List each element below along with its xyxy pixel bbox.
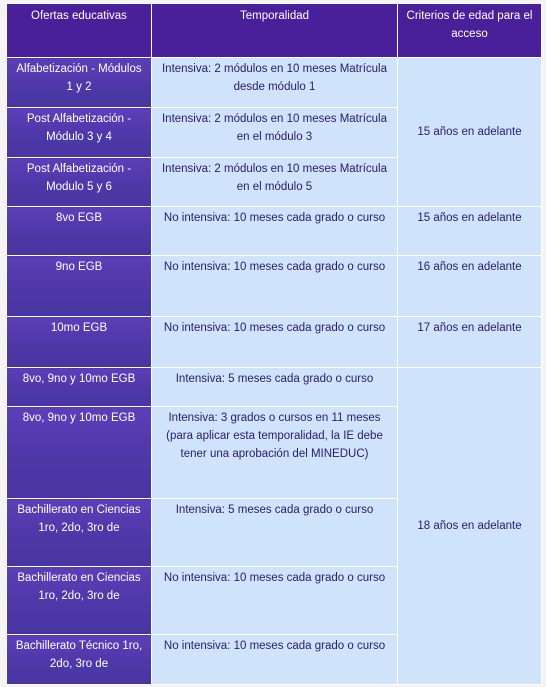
temporalidad-cell: No intensiva: 10 meses cada grado o curso — [152, 567, 398, 635]
temporalidad-cell: Intensiva: 2 módulos en 10 meses Matrícula en el módulo 5 — [152, 158, 398, 207]
oferta-cell: 8vo, 9no y 10mo EGB — [7, 407, 152, 499]
edad-cell: 17 años en adelante — [398, 317, 542, 368]
temporalidad-cell: Intensiva: 5 meses cada grado o curso — [152, 499, 398, 567]
oferta-cell: 8vo, 9no y 10mo EGB — [7, 368, 152, 407]
header-criterios-edad: Criterios de edad para el acceso — [398, 4, 542, 58]
table-header-row — [7, 4, 542, 58]
temporalidad-cell: Intensiva: 2 módulos en 10 meses Matrícula desde módulo 1 — [152, 58, 398, 108]
table-row — [7, 58, 542, 108]
oferta-cell: 10mo EGB — [7, 317, 152, 368]
oferta-cell: Alfabetización - Módulos 1 y 2 — [7, 58, 152, 108]
edad-cell: 15 años en adelante — [398, 58, 542, 207]
oferta-cell: 8vo EGB — [7, 207, 152, 256]
edad-cell: 15 años en adelante — [398, 207, 542, 256]
education-offers-table — [6, 3, 542, 685]
temporalidad-cell: No intensiva: 10 meses cada grado o curso — [152, 317, 398, 368]
header-ofertas: Ofertas educativas — [7, 4, 152, 58]
oferta-cell: Bachillerato en Ciencias 1ro, 2do, 3ro de — [7, 567, 152, 635]
header-temporalidad: Temporalidad — [152, 4, 398, 58]
temporalidad-cell: Intensiva: 3 grados o cursos en 11 meses (para aplicar esta temporalidad, la IE debe tener una aprobación del MINEDUC) — [152, 407, 398, 499]
temporalidad-cell: No intensiva: 10 meses cada grado o curso — [152, 207, 398, 256]
table-row — [7, 317, 542, 368]
oferta-cell: Post Alfabetización - Modulo 5 y 6 — [7, 158, 152, 207]
edad-cell: 18 años en adelante — [398, 368, 542, 685]
table-row — [7, 207, 542, 256]
oferta-cell: Post Alfabetización - Módulo 3 y 4 — [7, 108, 152, 158]
oferta-cell: Bachillerato Técnico 1ro, 2do, 3ro de — [7, 635, 152, 685]
edad-cell: 16 años en adelante — [398, 256, 542, 317]
table-row — [7, 368, 542, 407]
table-row — [7, 256, 542, 317]
temporalidad-cell: Intensiva: 5 meses cada grado o curso — [152, 368, 398, 407]
temporalidad-cell: Intensiva: 2 módulos en 10 meses Matrícula en el módulo 3 — [152, 108, 398, 158]
oferta-cell: Bachillerato en Ciencias 1ro, 2do, 3ro de — [7, 499, 152, 567]
temporalidad-cell: No intensiva: 10 meses cada grado o curso — [152, 256, 398, 317]
oferta-cell: 9no EGB — [7, 256, 152, 317]
temporalidad-cell: No intensiva: 10 meses cada grado o curso — [152, 635, 398, 685]
